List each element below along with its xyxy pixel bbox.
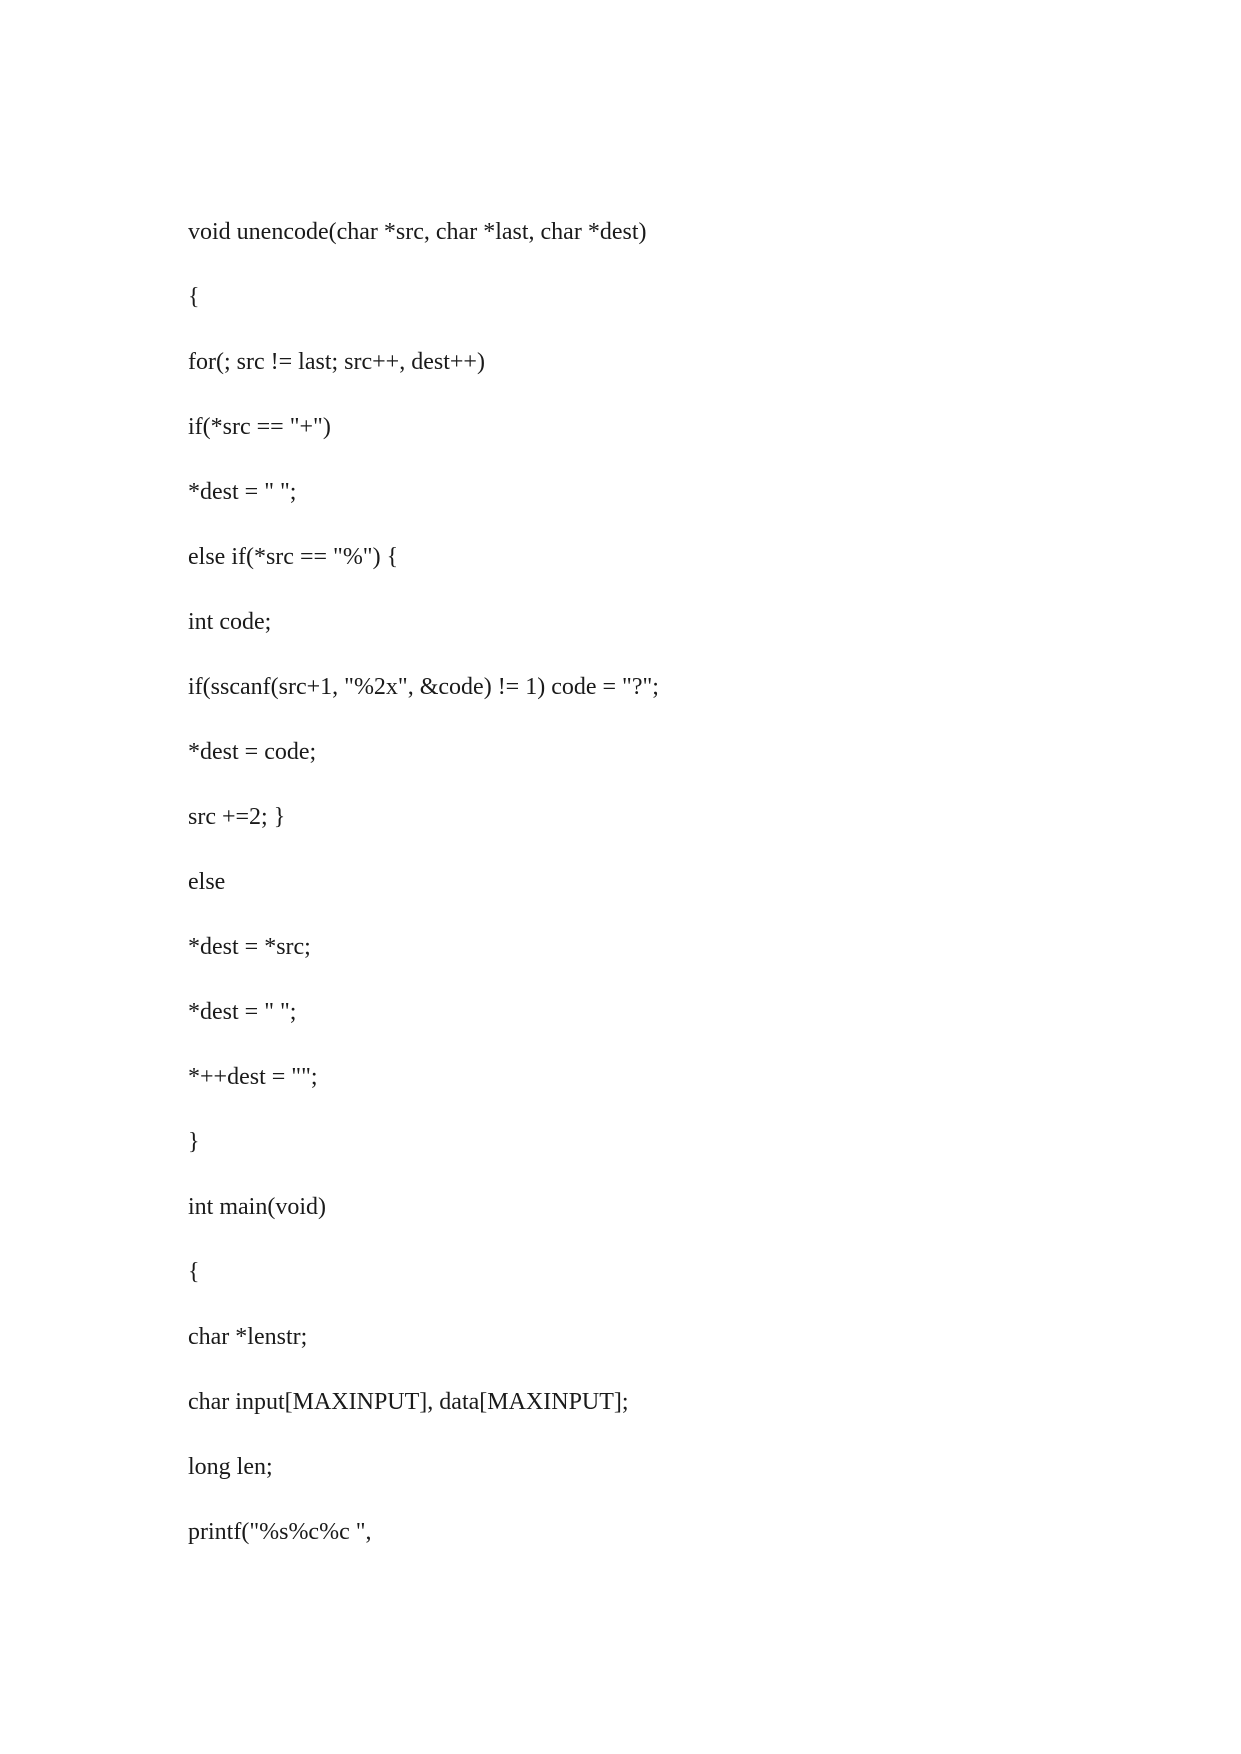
code-line: else if(*src == "%") {: [188, 544, 399, 570]
code-line: src +=2; }: [188, 804, 286, 830]
code-line: *dest = *src;: [188, 934, 311, 960]
code-line: if(sscanf(src+1, "%2x", &code) != 1) code = "?";: [188, 674, 659, 700]
code-line: {: [188, 284, 200, 310]
code-line: long len;: [188, 1454, 273, 1480]
code-line: *dest = code;: [188, 739, 317, 765]
code-line: *++dest = "";: [188, 1064, 318, 1090]
code-line: *dest = " ";: [188, 479, 297, 505]
code-line: if(*src == "+"): [188, 414, 331, 440]
code-line: else: [188, 869, 226, 895]
code-line: void unencode(char *src, char *last, char *dest): [188, 219, 647, 245]
code-line: char *lenstr;: [188, 1324, 308, 1350]
code-line: {: [188, 1259, 200, 1285]
code-line: int main(void): [188, 1194, 326, 1220]
code-line: printf("%s%c%c ",: [188, 1519, 372, 1545]
code-line: char input[MAXINPUT], data[MAXINPUT];: [188, 1389, 629, 1415]
code-line: int code;: [188, 609, 272, 635]
code-line: for(; src != last; src++, dest++): [188, 349, 485, 375]
code-listing: [188, 216, 659, 1581]
code-line: *dest = " ";: [188, 999, 297, 1025]
code-line: }: [188, 1129, 200, 1155]
